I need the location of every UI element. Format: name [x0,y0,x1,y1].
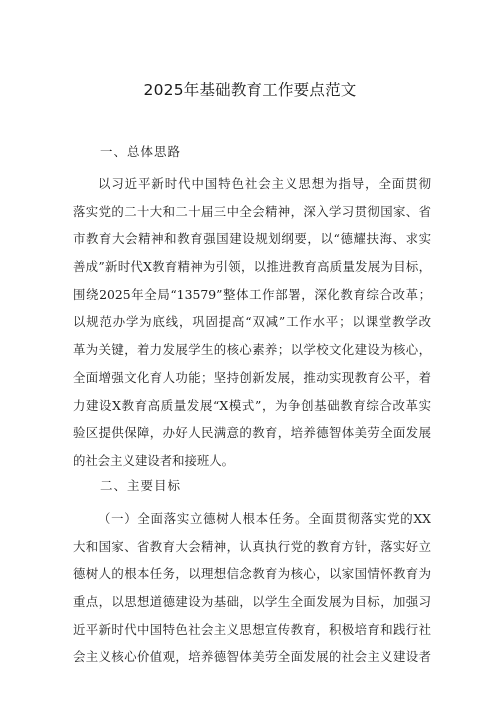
paragraph-line: 市教育大会精神和教育强国建设规划纲要，以“德耀扶海、求实 [73,231,431,247]
section-heading-main-goals: 二、主要目标 [100,478,182,493]
paragraph-line: 大和国家、省教育大会精神，认真执行党的教育方针，落实好立 [73,538,431,554]
paragraph-line: 革为关键，着力发展学生的核心素养；以学校文化建设为核心， [73,342,431,358]
section-heading-overall-approach: 一、总体思路 [100,144,182,159]
paragraph-line: 善成”新时代X教育精神为引领，以推进教育高质量发展为目标， [73,259,431,275]
paragraph-line: 力建设X教育高质量发展“X模式”，为争创基础教育综合改革实 [73,397,431,413]
paragraph-line: （一）全面落实立德树人根本任务。全面贯彻落实党的XX [98,511,431,526]
paragraph-line: 重点，以思想道德建设为基础，以学生全面发展为目标，加强习 [73,594,431,610]
paragraph-line: 围绕2025年全局“13579”整体工作部署，深化教育综合改革； [73,286,431,302]
section-paragraph-overall-approach [73,170,431,475]
paragraph-line: 的社会主义建设者和接班人。 [73,452,235,468]
paragraph-line: 以规范办学为底线，巩固提高“双减”工作水平；以课堂教学改 [73,314,431,330]
paragraph-line: 验区提供保障，办好人民满意的教育，培养德智体美劳全面发展 [73,425,431,441]
paragraph-line: 会主义核心价值观，培养德智体美劳全面发展的社会主义建设者 [73,649,431,665]
paragraph-line: 近平新时代中国特色社会主义思想宣传教育，积极培育和践行社 [73,621,431,637]
section-paragraph-main-goals [73,505,431,671]
paragraph-line: 全面增强文化育人功能；坚持创新发展，推动实现教育公平，着 [73,369,431,385]
paragraph-line: 落实党的二十大和二十届三中全会精神，深入学习贯彻国家、省 [73,203,431,219]
document-title: 2025年基础教育工作要点范文 [143,81,357,99]
paragraph-line: 以习近平新时代中国特色社会主义思想为指导，全面贯彻 [98,176,431,191]
paragraph-line: 德树人的根本任务，以理想信念教育为核心，以家国情怀教育为 [73,566,431,582]
